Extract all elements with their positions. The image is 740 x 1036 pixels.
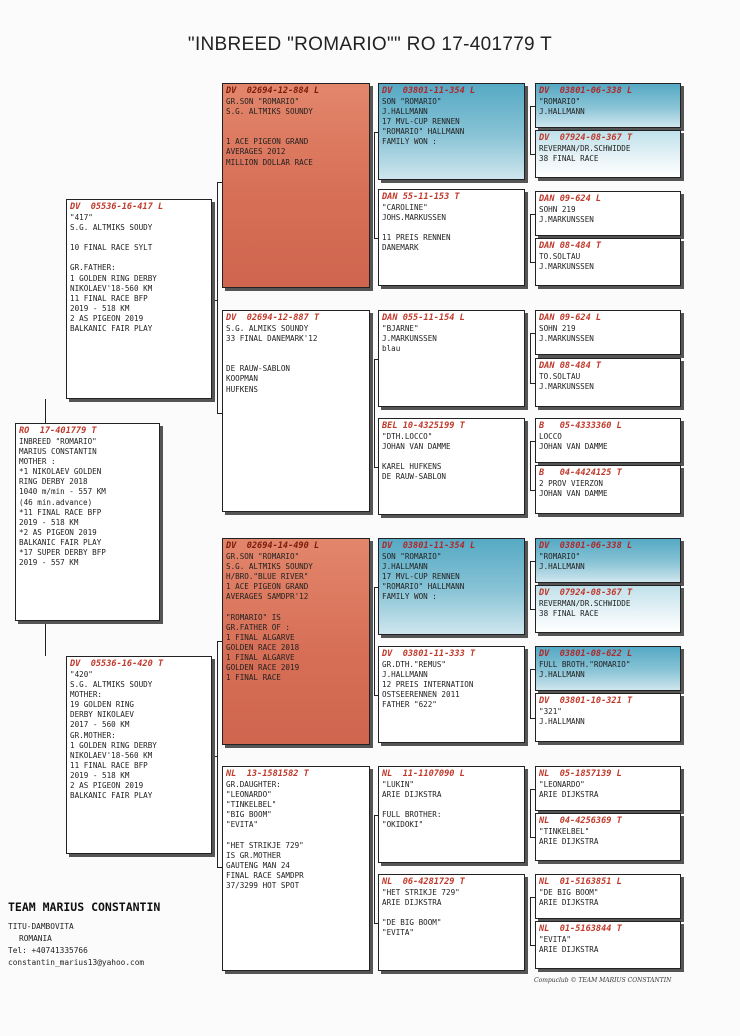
pedigree-line: HUFKENS — [226, 384, 259, 394]
ring-number: DV 05536-16-420 T — [70, 659, 164, 669]
pedigree-line: 37/3299 HOT SPOT — [226, 880, 300, 890]
pedigree-line: SON "ROMARIO" — [382, 97, 442, 106]
grandparent-card — [222, 83, 370, 288]
ring-number: NL 05-1857139 L — [539, 769, 622, 779]
pedigree-line — [223, 127, 369, 137]
ring-number: NL 04-4256369 T — [539, 816, 622, 826]
grandparent-card — [222, 310, 370, 512]
connector-line — [530, 789, 531, 838]
connector-line — [530, 897, 531, 946]
ancestor-card — [535, 191, 681, 236]
pedigree-line: DERBY NIKOLAEV — [70, 710, 135, 720]
pedigree-line: GR.FATHER OF : — [226, 622, 291, 632]
pedigree-line: *1 NIKOLAEV GOLDEN — [19, 467, 102, 477]
ancestor-card — [535, 874, 681, 919]
connector-line — [530, 441, 531, 490]
pedigree-line: DANEMARK — [382, 243, 419, 253]
pedigree-line: 2 AS PIGEON 2019 — [70, 781, 144, 791]
pedigree-line: SON "ROMARIO" — [382, 552, 442, 561]
pedigree-line: 11 FINAL RACE BFP — [70, 760, 148, 770]
connector-line — [525, 813, 528, 814]
pedigree-line: TO.SOLTAU — [539, 252, 581, 261]
pedigree-line: FULL BROTH."ROMARIO" — [539, 660, 631, 669]
pedigree-line: RING DERBY 2018 — [19, 477, 88, 487]
connector-line — [370, 185, 373, 186]
pedigree-line: KOOPMAN — [226, 374, 259, 384]
ancestor-card — [535, 83, 681, 128]
ancestor-card — [535, 358, 681, 407]
pedigree-line: AVERAGES 2012 — [226, 147, 286, 157]
connector-line — [374, 359, 375, 467]
pedigree-line: 11 PREIS RENNEN — [382, 233, 451, 243]
contact-phone: Tel: +40741335766 — [8, 946, 88, 955]
pedigree-line: "CAROLINE" — [382, 203, 428, 212]
pedigree-line: IS GR.MOTHER — [226, 850, 281, 860]
ancestor-card — [535, 465, 681, 514]
pedigree-line: "TINKELBEL" — [539, 827, 590, 836]
pedigree-line — [379, 452, 524, 462]
ring-number: DV 07924-08-367 T — [539, 588, 633, 598]
pedigree-line: *2 AS PIGEON 2019 — [19, 527, 97, 537]
pedigree-line: J.MARKUNSSEN — [539, 382, 594, 392]
pedigree-line: *17 SUPER DERBY BFP — [19, 548, 106, 558]
pedigree-line: TO.SOLTAU — [539, 372, 581, 381]
pedigree-line: "ROMARIO" HALLMANN — [382, 127, 465, 137]
ancestor-card — [535, 921, 681, 969]
contact-country: ROMANIA — [19, 934, 52, 943]
ring-number: RO 17-401779 T — [19, 426, 97, 436]
pedigree-line: ARIE DIJKSTRA — [382, 898, 442, 908]
pedigree-line: 33 FINAL DANEMARK'12 — [226, 334, 318, 344]
pedigree-line: S.G. ALTMIKS SOUDY — [70, 223, 153, 233]
pedigree-line: 38 FINAL RACE — [539, 154, 599, 164]
pedigree-line: FATHER "622" — [382, 700, 437, 710]
connector-line — [530, 106, 531, 155]
pedigree-line: "LEONARDO" — [539, 780, 585, 789]
ring-number: DV 02694-12-887 T — [226, 313, 320, 323]
pedigree-line — [223, 602, 369, 612]
page-title: "INBREED "ROMARIO"" RO 17-401779 T — [187, 34, 553, 55]
pedigree-line: BALKANIC FAIR PLAY — [70, 791, 153, 801]
pedigree-line: FAMILY WON : — [382, 592, 437, 602]
pedigree-line: DE RAUW-SABLON — [382, 472, 447, 482]
ring-number: DV 03801-06-338 L — [539, 541, 633, 551]
ring-number: DV 07924-08-367 T — [539, 133, 633, 143]
pedigree-line — [67, 233, 211, 243]
pedigree-line: ARIE DIJKSTRA — [539, 837, 599, 847]
pedigree-line: 1 FINAL ALGARVE — [226, 632, 295, 642]
pedigree-line: 1 ACE PIGEON GRAND — [226, 137, 309, 147]
pedigree-line: DE RAUW-SABLON — [226, 364, 291, 374]
ring-number: NL 01-5163851 L — [539, 877, 622, 887]
ancestor-card — [535, 130, 681, 178]
ring-number: BEL 10-4325199 T — [382, 421, 465, 431]
pedigree-line: 12 PREIS INTERNATION — [382, 680, 474, 690]
connector-line — [374, 132, 375, 238]
pedigree-line: blau — [382, 344, 401, 354]
pedigree-line — [223, 830, 369, 840]
ring-number: DAN 09-624 L — [539, 313, 602, 323]
pedigree-line: J.HALLMANN — [382, 562, 428, 572]
connector-line — [525, 693, 528, 694]
pedigree-line: 11 FINAL RACE BFP — [70, 293, 148, 303]
pedigree-line: ARIE DIJKSTRA — [382, 790, 442, 800]
pedigree-line: FINAL RACE SAMDPR — [226, 870, 304, 880]
ring-number: NL 06-4281729 T — [382, 877, 465, 887]
pedigree-line: GR.MOTHER: — [70, 730, 116, 740]
connector-line — [370, 641, 373, 642]
pedigree-line: NIKOLAEV'18-560 KM — [70, 283, 153, 293]
mother-card — [66, 656, 212, 854]
pedigree-line: JOHAN VAN DAMME — [539, 489, 608, 499]
connector-line — [525, 465, 528, 466]
pedigree-line: "LEONARDO" — [226, 790, 272, 800]
ring-number: DAN 055-11-154 L — [382, 313, 465, 323]
pedigree-line: JOHAN VAN DAMME — [382, 442, 451, 452]
pedigree-line: REVERMAN/DR.SCHWIDDE — [539, 599, 631, 608]
pedigree-line: "OKIDOKI" — [382, 820, 424, 830]
ring-number: NL 11-1107090 L — [382, 769, 465, 779]
grandparent-card — [222, 766, 370, 971]
pedigree-line: "ROMARIO" IS — [226, 612, 281, 622]
ancestor-card — [535, 813, 681, 861]
pedigree-line: REVERMAN/DR.SCHWIDDE — [539, 144, 631, 153]
pedigree-line — [379, 223, 524, 233]
pedigree-line: "417" — [70, 213, 93, 222]
pedigree-line: J.HALLMANN — [539, 107, 585, 117]
pedigree-line: J.HALLMANN — [382, 107, 428, 117]
pedigree-line: 2019 - 518 KM — [19, 517, 79, 527]
pedigree-line: 2 PROV VIERZON — [539, 479, 604, 488]
pedigree-line: 2019 - 518 KM — [70, 770, 130, 780]
ancestor-card — [535, 538, 681, 583]
great-grandparent-card — [378, 538, 525, 635]
connector-line — [45, 399, 46, 423]
ring-number: B 05-4333360 L — [539, 421, 622, 431]
pedigree-line: 2017 - 560 KM — [70, 720, 130, 730]
subject-pigeon-card — [15, 423, 160, 621]
ring-number: DAN 08-484 T — [539, 361, 602, 371]
pedigree-line: ARIE DIJKSTRA — [539, 898, 599, 908]
pedigree-line: JOHAN VAN DAMME — [539, 442, 608, 452]
pedigree-line: "TINKELBEL" — [226, 800, 277, 810]
connector-line — [530, 669, 531, 718]
pedigree-line: MARIUS CONSTANTIN — [19, 447, 97, 457]
ring-number: DV 02694-14-490 L — [226, 541, 320, 551]
pedigree-line: "ROMARIO" — [539, 552, 581, 561]
pedigree-line: ARIE DIJKSTRA — [539, 945, 599, 955]
pedigree-line: 2 AS PIGEON 2019 — [70, 313, 144, 323]
ring-number: DAN 09-624 L — [539, 194, 602, 204]
pedigree-line: "ROMARIO" — [539, 97, 581, 106]
pedigree-line: GR.SON "ROMARIO" — [226, 552, 300, 561]
pedigree-line: BALKANIC FAIR PLAY — [70, 324, 153, 334]
pedigree-line: "LUKIN" — [382, 780, 415, 789]
pedigree-line: NIKOLAEV'18-560 KM — [70, 750, 153, 760]
pedigree-line: LOCCO — [539, 432, 562, 441]
pedigree-line: J.MARKUNSSEN — [539, 215, 594, 225]
ring-number: NL 01-5163844 T — [539, 924, 622, 934]
pedigree-line: MILLION DOLLAR RACE — [226, 157, 313, 167]
pedigree-line: GR.FATHER: — [70, 263, 116, 273]
ancestor-card — [535, 646, 681, 691]
pedigree-line: J.HALLMANN — [382, 670, 428, 680]
pedigree-line: "ROMARIO" HALLMANN — [382, 582, 465, 592]
great-grandparent-card — [378, 646, 525, 743]
pedigree-line: "DTH.LOCCO" — [382, 432, 433, 441]
pedigree-line: KAREL HUFKENS — [382, 462, 442, 472]
pedigree-line: 38 FINAL RACE — [539, 609, 599, 619]
ancestor-card — [535, 693, 681, 742]
pedigree-line: J.HALLMANN — [539, 562, 585, 572]
pedigree-line: GR.DTH."REMUS" — [382, 660, 447, 669]
great-grandparent-card — [378, 418, 525, 515]
great-grandparent-card — [378, 83, 525, 180]
pedigree-line: INBREED "ROMARIO" — [19, 437, 97, 446]
pedigree-line: "BJARNE" — [382, 324, 419, 333]
pedigree-line: "EVITA" — [539, 935, 572, 944]
pedigree-line: 10 FINAL RACE SYLT — [70, 243, 153, 253]
pedigree-line: GR.DAUGHTER: — [226, 780, 281, 789]
ancestor-card — [535, 418, 681, 463]
pedigree-line: ARIE DIJKSTRA — [539, 790, 599, 800]
pedigree-line: 17 MVL-CUP RENNEN — [382, 572, 460, 582]
ancestor-card — [535, 310, 681, 355]
pedigree-line: 1 FINAL RACE — [226, 673, 281, 683]
connector-line — [530, 561, 531, 610]
credit-line: Compuclub © TEAM MARIUS CONSTANTIN — [534, 977, 672, 984]
pedigree-line: FULL BROTHER: — [382, 810, 442, 820]
pedigree-line: JOHS.MARKUSSEN — [382, 213, 447, 223]
grandparent-card — [222, 538, 370, 745]
pedigree-line: S.G. ALMIKS SOUNDY — [226, 324, 309, 333]
pedigree-line — [223, 117, 369, 127]
pedigree-line: GOLDEN RACE 2019 — [226, 663, 300, 673]
connector-line — [374, 815, 375, 923]
pedigree-line: J.MARKUNSSEN — [539, 334, 594, 344]
pedigree-line: J.HALLMANN — [539, 717, 585, 727]
connector-line — [525, 130, 528, 131]
ring-number: DV 03801-10-321 T — [539, 696, 633, 706]
pedigree-line: 17 MVL-CUP RENNEN — [382, 117, 460, 127]
pedigree-line — [223, 344, 369, 354]
pedigree-line: S.G. ALTMIKS SOUNDY — [226, 107, 313, 117]
pedigree-line: "EVITA" — [226, 820, 259, 830]
pedigree-line: J.MARKUNSSEN — [382, 334, 437, 344]
pedigree-line: OSTSEERENNEN 2011 — [382, 690, 460, 700]
ring-number: B 04-4424125 T — [539, 468, 622, 478]
connector-line — [525, 238, 528, 239]
pedigree-line: 1 GOLDEN RING DERBY — [70, 740, 157, 750]
connector-line — [530, 333, 531, 383]
ring-number: NL 13-1581582 T — [226, 769, 309, 779]
great-grandparent-card — [378, 189, 525, 286]
pedigree-line: 1 ACE PIGEON GRAND — [226, 582, 309, 592]
pedigree-line: 19 GOLDEN RING — [70, 700, 135, 710]
great-grandparent-card — [378, 874, 525, 971]
pedigree-line: MOTHER: — [70, 690, 103, 700]
pedigree-line — [223, 354, 369, 364]
connector-line — [525, 358, 528, 359]
connector-line — [525, 921, 528, 922]
pedigree-line: "DE BIG BOOM" — [539, 888, 599, 897]
pedigree-line: 2019 - 518 KM — [70, 303, 130, 313]
pedigree-line: MOTHER : — [19, 457, 56, 467]
ring-number: DV 02694-12-884 L — [226, 86, 320, 96]
pedigree-line: S.G. ALTMIKS SOUNDY — [226, 562, 313, 572]
pedigree-line: "321" — [539, 707, 562, 716]
connector-line — [217, 641, 218, 867]
pedigree-line — [379, 908, 524, 918]
connector-line — [370, 869, 373, 870]
connector-line — [530, 214, 531, 263]
team-name: TEAM MARIUS CONSTANTIN — [8, 900, 161, 914]
pedigree-line: "HET STRIKJE 729" — [226, 840, 304, 850]
ring-number: DV 05536-16-417 L — [70, 202, 164, 212]
pedigree-line: "420" — [70, 670, 93, 679]
pedigree-line: S.G. ALTMIKS SOUDY — [70, 680, 153, 690]
pedigree-line: H/BRO."BLUE RIVER" — [226, 572, 309, 582]
pedigree-line: "EVITA" — [382, 928, 415, 938]
pedigree-line: *11 FINAL RACE BFP — [19, 507, 102, 517]
ring-number: DV 03801-11-354 L — [382, 541, 476, 551]
pedigree-line — [379, 800, 524, 810]
pedigree-line: 2019 - 557 KM — [19, 558, 79, 568]
pedigree-line: GR.SON "ROMARIO" — [226, 97, 300, 106]
pedigree-line: "DE BIG BOOM" — [382, 918, 442, 928]
pedigree-line — [67, 253, 211, 263]
ring-number: DAN 08-484 T — [539, 241, 602, 251]
pedigree-line: (46 min.advance) — [19, 497, 93, 507]
pedigree-line: 1040 m/min - 557 KM — [19, 487, 106, 497]
contact-city: TITU-DAMBOVITA — [8, 922, 74, 931]
pedigree-line: SOHN 219 — [539, 324, 576, 333]
connector-line — [45, 621, 46, 656]
ring-number: DAN 55-11-153 T — [382, 192, 460, 202]
pedigree-line: GOLDEN RACE 2018 — [226, 642, 300, 652]
pedigree-line: J.MARKUNSSEN — [539, 262, 594, 272]
pedigree-line: SOHN 219 — [539, 205, 576, 214]
connector-line — [525, 585, 528, 586]
pedigree-line: BALKANIC FAIR PLAY — [19, 537, 102, 547]
pedigree-line: FAMILY WON : — [382, 137, 437, 147]
pedigree-line: J.HALLMANN — [539, 670, 585, 680]
ring-number: DV 03801-08-622 L — [539, 649, 633, 659]
pedigree-line: "HET STRIKJE 729" — [382, 888, 460, 897]
father-card — [66, 199, 212, 399]
ancestor-card — [535, 238, 681, 286]
great-grandparent-card — [378, 766, 525, 863]
connector-line — [370, 413, 373, 414]
pedigree-line: 1 GOLDEN RING DERBY — [70, 273, 157, 283]
contact-email[interactable]: constantin_marius13@yahoo.com — [8, 958, 145, 967]
connector-line — [217, 182, 218, 414]
ring-number: DV 03801-06-338 L — [539, 86, 633, 96]
ring-number: DV 03801-11-333 T — [382, 649, 476, 659]
great-grandparent-card — [378, 310, 525, 407]
connector-line — [374, 587, 375, 695]
ring-number: DV 03801-11-354 L — [382, 86, 476, 96]
pedigree-line: "BIG BOOM" — [226, 810, 272, 820]
pedigree-line: GAUTENG MAN 24 — [226, 860, 291, 870]
pedigree-line: AVERAGES SAMDPR'12 — [226, 592, 309, 602]
ancestor-card — [535, 766, 681, 811]
pedigree-line: 1 FINAL ALGARVE — [226, 652, 295, 662]
ancestor-card — [535, 585, 681, 633]
